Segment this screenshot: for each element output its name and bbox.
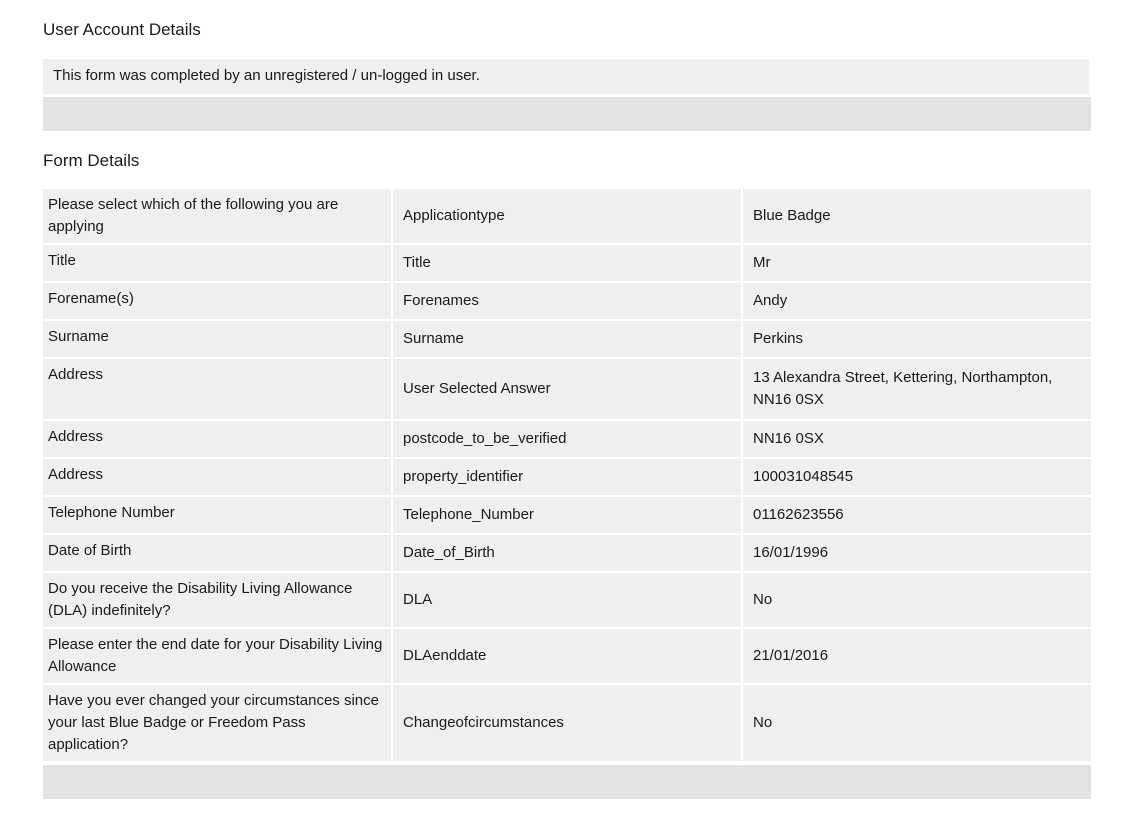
field-name: Forenames — [393, 283, 743, 321]
question-label: Have you ever changed your circumstances since your last Blue Badge or Freedom Pass application? — [43, 685, 393, 763]
question-label: Surname — [43, 321, 393, 359]
question-label: Address — [43, 359, 393, 421]
table-row — [43, 359, 1091, 421]
question-label: Please select which of the following you are applying — [43, 189, 393, 245]
field-name: Applicationtype — [393, 189, 743, 245]
unregistered-user-notice: This form was completed by an unregistered / un-logged in user. — [43, 59, 1089, 94]
table-row — [43, 321, 1091, 359]
question-label: Please enter the end date for your Disability Living Allowance — [43, 629, 393, 685]
table-row — [43, 685, 1091, 763]
answer-value: No — [743, 685, 1091, 763]
answer-value: 01162623556 — [743, 497, 1091, 535]
answer-value: Andy — [743, 283, 1091, 321]
answer-value: 16/01/1996 — [743, 535, 1091, 573]
answer-value: No — [743, 573, 1091, 629]
question-label: Title — [43, 245, 393, 283]
answer-value: 13 Alexandra Street, Kettering, Northampton, NN16 0SX — [743, 359, 1091, 421]
answer-value: 21/01/2016 — [743, 629, 1091, 685]
field-name: Surname — [393, 321, 743, 359]
table-row — [43, 573, 1091, 629]
answer-value: Blue Badge — [743, 189, 1091, 245]
question-label: Address — [43, 421, 393, 459]
table-row — [43, 535, 1091, 573]
table-row — [43, 629, 1091, 685]
field-name: Title — [393, 245, 743, 283]
field-name: DLAenddate — [393, 629, 743, 685]
table-row — [43, 421, 1091, 459]
question-label: Telephone Number — [43, 497, 393, 535]
question-label: Forename(s) — [43, 283, 393, 321]
question-label: Date of Birth — [43, 535, 393, 573]
question-label: Address — [43, 459, 393, 497]
form-details-table — [43, 189, 1091, 763]
form-details-heading: Form Details — [43, 151, 140, 170]
answer-value: 100031048545 — [743, 459, 1091, 497]
table-row — [43, 189, 1091, 245]
field-name: Telephone_Number — [393, 497, 743, 535]
user-account-details-heading: User Account Details — [43, 20, 201, 39]
answer-value: NN16 0SX — [743, 421, 1091, 459]
question-label: Do you receive the Disability Living Allowance (DLA) indefinitely? — [43, 573, 393, 629]
table-row — [43, 497, 1091, 535]
field-name: DLA — [393, 573, 743, 629]
account-section-footer-bar — [43, 97, 1091, 131]
table-row — [43, 245, 1091, 283]
form-section-footer-bar — [43, 765, 1091, 799]
field-name: Date_of_Birth — [393, 535, 743, 573]
field-name: property_identifier — [393, 459, 743, 497]
table-row — [43, 283, 1091, 321]
field-name: User Selected Answer — [393, 359, 743, 421]
field-name: Changeofcircumstances — [393, 685, 743, 763]
answer-value: Mr — [743, 245, 1091, 283]
field-name: postcode_to_be_verified — [393, 421, 743, 459]
table-row — [43, 459, 1091, 497]
answer-value: Perkins — [743, 321, 1091, 359]
